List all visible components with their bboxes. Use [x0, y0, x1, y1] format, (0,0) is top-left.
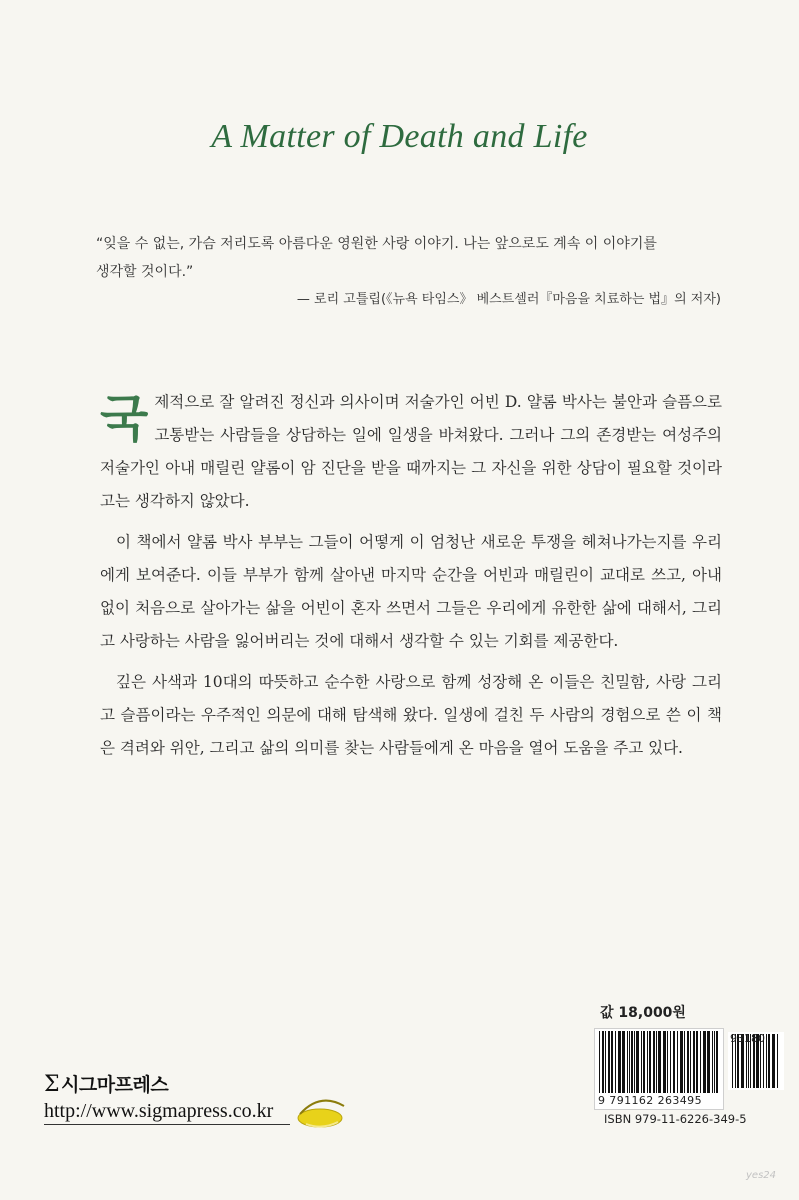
barcode-bar — [714, 1031, 715, 1093]
barcode-bar — [608, 1031, 610, 1093]
barcode-bar — [656, 1031, 657, 1093]
barcode-bar — [611, 1031, 613, 1093]
barcode-bar — [716, 1031, 718, 1093]
description-paragraph-3: 깊은 사색과 10대의 따뜻하고 순수한 사랑으로 함께 성장해 온 이들은 친밀함, 사랑 그리고 슬픔이라는 우주적인 의문에 대해 탐색해 왔다. 일생에 걸친 두 사람의 경험으로 쓴 이 책은 격려와 위안, 그리고 삶의 의미를 찾는 사람들에게 온 마음을 열어 도움을 주고 있다. — [100, 673, 722, 757]
barcode-bar — [653, 1031, 655, 1093]
barcode-bar — [703, 1031, 706, 1093]
barcode-bar — [627, 1031, 628, 1093]
drop-cap: 국 — [100, 390, 149, 448]
watermark: yes24 — [746, 1170, 777, 1181]
book-description — [100, 386, 722, 773]
price-label: 값 18,000원 — [600, 1005, 686, 1021]
barcode-bar — [634, 1031, 635, 1093]
barcode-bar — [622, 1031, 625, 1093]
barcode-bar — [696, 1031, 698, 1093]
barcode-bar — [618, 1031, 621, 1093]
barcode-bar — [712, 1031, 713, 1093]
sigma-logo-icon: Σ — [44, 1072, 60, 1097]
addon-digits: 93180 — [730, 1032, 765, 1045]
barcode-bar — [670, 1031, 671, 1093]
barcode-bar — [766, 1034, 767, 1088]
barcode-bars — [595, 1029, 723, 1095]
endorsement-quote — [96, 230, 736, 286]
barcode-bar — [690, 1031, 691, 1093]
paragraph-1-text: 제적으로 잘 알려진 정신과 의사이며 저술가인 어빈 D. 얄롬 박사는 불안과 슬픔으로 고통받는 사람들을 상담하는 일에 일생을 바쳐왔다. 그러나 그의 존경받는 여성주의 저술가인 아내 매릴린 얄롬이 암 진단을 받을 때까지는 그 자신을 위한 상담이 필요할 것이라고는 생각하지 않았다. — [100, 393, 722, 510]
barcode-digits: 9 791162 263495 — [598, 1094, 702, 1107]
publisher-logo-icon — [292, 1084, 352, 1134]
quote-attribution: — 로리 고틀립(《뉴욕 타임스》 베스트셀러『마음을 치료하는 법』의 저자) — [296, 292, 721, 307]
barcode-bar — [772, 1034, 775, 1088]
barcode-bar — [677, 1031, 678, 1093]
description-paragraph-2: 이 책에서 얄롬 박사 부부는 그들이 어떻게 이 엄청난 새로운 투쟁을 헤쳐나가는지를 우리에게 보여준다. 이들 부부가 함께 살아낸 마지막 순간을 어빈과 매릴린이 교대로 쓰고, 아내 없이 처음으로 살아가는 삶을 어빈이 혼자 쓰면서 그들은 우리에게 유한한 삶에 대해서, 그리고 사랑하는 사람을 잃어버리는 것에 대해서 생각할 수 있는 기회를 제공한다. — [100, 533, 722, 650]
url-underline — [44, 1124, 290, 1125]
publisher-name — [44, 1070, 168, 1097]
barcode-bar — [684, 1031, 685, 1093]
book-title: A Matter of Death and Life — [211, 118, 588, 155]
barcode-bar — [605, 1031, 606, 1093]
barcode-bar — [599, 1031, 600, 1093]
publisher-name-text: 시그마프레스 — [61, 1074, 169, 1096]
barcode-bar — [641, 1031, 642, 1093]
barcode-bar — [707, 1031, 710, 1093]
barcode-bar — [647, 1031, 648, 1093]
quote-line-1: “잊을 수 없는, 가슴 저리도록 아름다운 영원한 사랑 이야기. 나는 앞으로도 계속 이 이야기를 — [96, 236, 657, 252]
barcode-bar — [673, 1031, 675, 1093]
barcode-bar — [615, 1031, 616, 1093]
barcode-bar — [768, 1034, 770, 1088]
publisher-url: http://www.sigmapress.co.kr — [44, 1100, 274, 1122]
isbn-number: ISBN 979-11-6226-349-5 — [604, 1112, 747, 1126]
barcode-bar — [643, 1031, 645, 1093]
barcode-bar — [636, 1031, 639, 1093]
barcode-bar — [649, 1031, 651, 1093]
barcode-bar — [629, 1031, 630, 1093]
barcode-bar — [667, 1031, 668, 1093]
barcode-bar — [680, 1031, 683, 1093]
quote-line-2: 생각할 것이다.” — [96, 264, 194, 280]
barcode-bar — [777, 1034, 778, 1088]
barcode-bar — [700, 1031, 701, 1093]
barcode-bar — [631, 1031, 633, 1093]
barcode-bar — [687, 1031, 689, 1093]
description-paragraph-1 — [100, 386, 722, 518]
barcode-bar — [693, 1031, 695, 1093]
barcode-bar — [602, 1031, 604, 1093]
barcode-bar — [663, 1031, 666, 1093]
barcode-bar — [658, 1031, 661, 1093]
